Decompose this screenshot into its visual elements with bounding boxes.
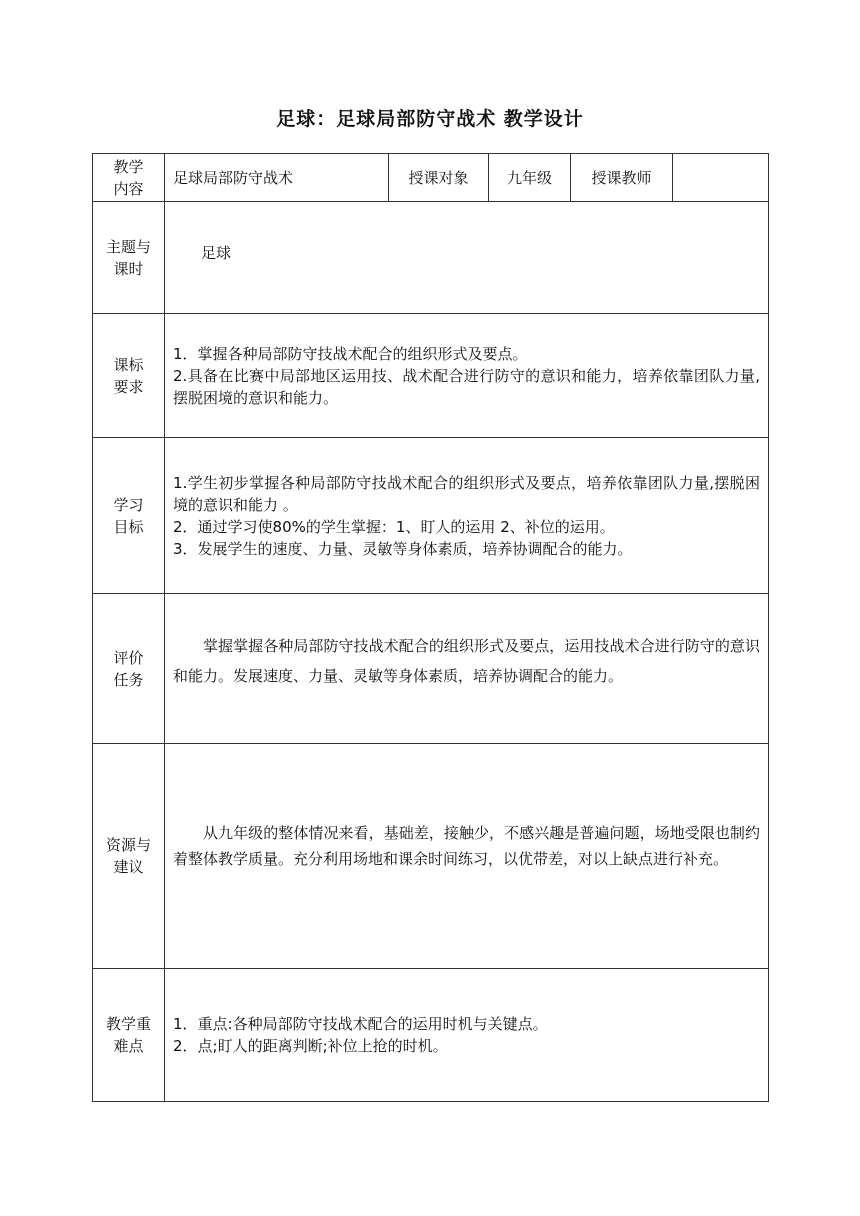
- keypoints-line-1: 1．重点:各种局部防守技战术配合的运用时机与关键点。: [173, 1015, 548, 1033]
- evaluation-label: 评价 任务: [93, 594, 165, 744]
- standards-content: [165, 314, 769, 438]
- audience-label: 授课对象: [389, 154, 489, 202]
- teacher-label: 授课教师: [571, 154, 673, 202]
- evaluation-content: 掌握掌握各种局部防守技战术配合的组织形式及要点，运用技战术合进行防守的意识和能力。发展速度、力量、灵敏等身体素质，培养协调配合的能力。: [165, 594, 769, 744]
- resources-row: [93, 744, 769, 969]
- goals-line-1: 1.学生初步掌握各种局部防守技战术配合的组织形式及要点，培养依靠团队力量,摆脱困境的意识和能力 。: [173, 473, 760, 514]
- document-title: 足球：足球局部防守战术 教学设计: [276, 108, 584, 130]
- keypoints-content: [165, 969, 769, 1102]
- standards-line-2: 2.具备在比赛中局部地区运用技、战术配合进行防守的意识和能力，培养依靠团队力量,摆脱困境的意识和能力。: [173, 366, 760, 407]
- keypoints-row: [93, 969, 769, 1102]
- standards-label: 课标 要求: [93, 314, 165, 438]
- goals-content: [165, 438, 769, 594]
- resources-label: 资源与 建议: [93, 744, 165, 969]
- header-row: [93, 154, 769, 202]
- standards-row: [93, 314, 769, 438]
- content-label: 教学 内容: [93, 154, 165, 202]
- lesson-plan-table: [92, 153, 769, 1102]
- content-value: 足球局部防守战术: [165, 154, 389, 202]
- goals-line-3: 3．发展学生的速度、力量、灵敏等身体素质，培养协调配合的能力。: [173, 539, 633, 558]
- goals-line-2: 2．通过学习使80%的学生掌握：1、盯人的运用 2、补位的运用。: [173, 517, 615, 536]
- resources-content: 从九年级的整体情况来看，基础差，接触少，不感兴趣是普遍问题，场地受限也制约着整体教学质量。充分利用场地和课余时间练习，以优带差，对以上缺点进行补充。: [165, 744, 769, 969]
- theme-label: 主题与 课时: [93, 202, 165, 314]
- teacher-value: [673, 154, 769, 202]
- keypoints-line-2: 2．点;盯人的距离判断;补位上抢的时机。: [173, 1037, 448, 1055]
- theme-row: [93, 202, 769, 314]
- goals-row: [93, 438, 769, 594]
- theme-value: 足球: [165, 202, 769, 314]
- standards-line-1: 1．掌握各种局部防守技战术配合的组织形式及要点。: [173, 344, 528, 363]
- keypoints-label: 教学重 难点: [93, 969, 165, 1102]
- evaluation-row: [93, 594, 769, 744]
- goals-label: 学习 目标: [93, 438, 165, 594]
- audience-value: 九年级: [489, 154, 571, 202]
